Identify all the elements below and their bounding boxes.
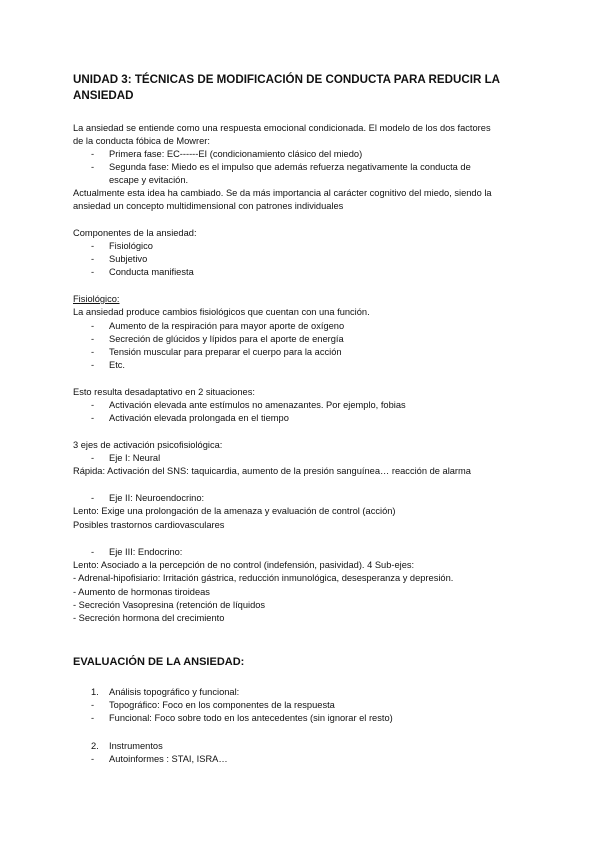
intro-bullet-2-line-2: escape y evitación. <box>109 175 189 185</box>
axis-3: Eje III: Endocrino: <box>109 547 183 557</box>
maladaptive-heading: Esto resulta desadaptativo en 2 situaciones: <box>73 387 255 397</box>
intro-bullet-2-line-1: Segunda fase: Miedo es el impulso que además refuerza negativamente la conducta de <box>109 162 471 172</box>
physiological-item: Tensión muscular para preparar el cuerpo para la acción <box>109 347 342 357</box>
intro-line-2: de la conducta fóbica de Mowrer: <box>73 136 210 146</box>
component-item: Subjetivo <box>109 254 148 264</box>
intro-bullet-1: Primera fase: EC------EI (condicionamiento clásico del miedo) <box>109 149 363 159</box>
list-number: 1. <box>91 687 99 697</box>
bullet-dash: - <box>91 453 95 463</box>
bullet-dash: - <box>91 713 95 723</box>
evaluation-subitem: Funcional: Foco sobre todo en los antecedentes (sin ignorar el resto) <box>109 713 393 723</box>
evaluation-subitem: Topográfico: Foco en los componentes de la respuesta <box>109 700 335 710</box>
subaxis-item: - Secreción Vasopresina (retención de líquidos <box>73 600 266 610</box>
axes-heading: 3 ejes de activación psicofisiológica: <box>73 440 223 450</box>
bullet-dash: - <box>91 754 95 764</box>
bullet-dash: - <box>91 267 95 277</box>
list-number: 2. <box>91 741 99 751</box>
physiological-item: Aumento de la respiración para mayor aporte de oxígeno <box>109 321 345 331</box>
bullet-dash: - <box>91 321 95 331</box>
bullet-dash: - <box>91 162 95 172</box>
axis-1: Eje I: Neural <box>109 453 161 463</box>
components-heading: Componentes de la ansiedad: <box>73 228 197 238</box>
bullet-dash: - <box>91 360 95 370</box>
bullet-dash: - <box>91 700 95 710</box>
evaluation-item-2: Instrumentos <box>109 741 163 751</box>
physiological-heading: Fisiológico: <box>73 294 120 304</box>
intro-line-1: La ansiedad se entiende como una respuesta emocional condicionada. El modelo de los dos factores <box>73 123 491 133</box>
axis-2-desc-1: Lento: Exige una prolongación de la amenaza y evaluación de control (acción) <box>73 506 396 516</box>
intro-line-4: ansiedad un concepto multidimensional con patrones individuales <box>73 201 344 211</box>
bullet-dash: - <box>91 334 95 344</box>
bullet-dash: - <box>91 254 95 264</box>
bullet-dash: - <box>91 413 95 423</box>
maladaptive-item: Activación elevada prolongada en el tiempo <box>109 413 289 423</box>
subaxis-item: - Secreción hormona del crecimiento <box>73 613 225 623</box>
physiological-line: La ansiedad produce cambios fisiológicos que cuentan con una función. <box>73 307 370 317</box>
title-line-1: UNIDAD 3: TÉCNICAS DE MODIFICACIÓN DE CONDUCTA PARA REDUCIR LA <box>73 73 501 86</box>
bullet-dash: - <box>91 493 95 503</box>
axis-1-desc: Rápida: Activación del SNS: taquicardia, aumento de la presión sanguínea… reacción de alarma <box>73 466 471 476</box>
component-item: Conducta manifiesta <box>109 267 194 277</box>
evaluation-item-1: Análisis topográfico y funcional: <box>109 687 240 697</box>
bullet-dash: - <box>91 547 95 557</box>
evaluation-subitem: Autoinformes : STAI, ISRA… <box>109 754 228 764</box>
axis-2-desc-2: Posibles trastornos cardiovasculares <box>73 520 225 530</box>
bullet-dash: - <box>91 347 95 357</box>
maladaptive-item: Activación elevada ante estímulos no amenazantes. Por ejemplo, fobias <box>109 400 406 410</box>
axis-3-desc: Lento: Asociado a la percepción de no control (indefensión, pasividad). 4 Sub-ejes: <box>73 560 415 570</box>
bullet-dash: - <box>91 400 95 410</box>
intro-line-3: Actualmente esta idea ha cambiado. Se da más importancia al carácter cognitivo del miedo, siendo la <box>73 188 492 198</box>
physiological-item: Etc. <box>109 360 126 370</box>
title-line-2: ANSIEDAD <box>73 89 134 102</box>
bullet-dash: - <box>91 149 95 159</box>
subaxis-item: - Adrenal-hipofisiario: Irritación gástrica, reducción inmunológica, desesperanza y depresión. <box>73 573 454 583</box>
bullet-dash: - <box>91 241 95 251</box>
subaxis-item: - Aumento de hormonas tiroideas <box>73 587 210 597</box>
component-item: Fisiológico <box>109 241 153 251</box>
physiological-item: Secreción de glúcidos y lípidos para el aporte de energía <box>109 334 344 344</box>
evaluation-heading: EVALUACIÓN DE LA ANSIEDAD: <box>73 656 245 668</box>
axis-2: Eje II: Neuroendocrino: <box>109 493 205 503</box>
